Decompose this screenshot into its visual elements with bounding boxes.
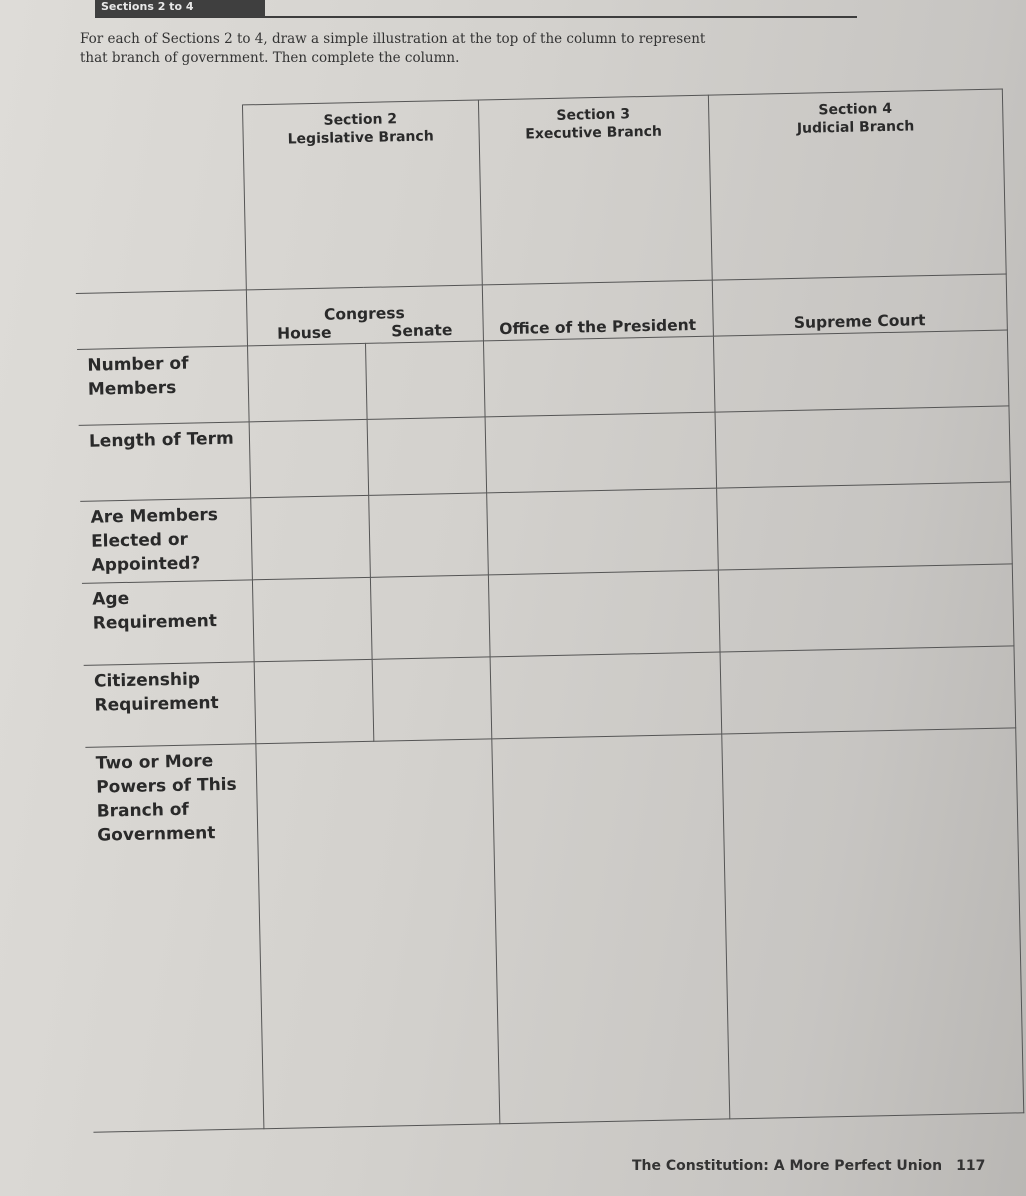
- cell-senate-elected[interactable]: [368, 493, 488, 577]
- executive-illustration-cell[interactable]: [478, 95, 712, 285]
- cell-house-citizenship[interactable]: [254, 659, 374, 743]
- section-3-title: Section 3: [556, 106, 631, 124]
- corner-cell-2: [76, 290, 247, 350]
- cell-house-term[interactable]: [249, 419, 369, 497]
- cell-court-members[interactable]: [713, 330, 1009, 412]
- section-2-title: Section 2: [323, 111, 398, 129]
- senate-label: Senate: [391, 321, 453, 341]
- cell-legislative-powers[interactable]: [255, 739, 499, 1129]
- row-label-powers: Two or More Powers of This Branch of Government: [85, 744, 263, 1132]
- house-label: House: [276, 323, 332, 343]
- legislative-illustration-cell[interactable]: [242, 100, 482, 290]
- supreme-court-header: Supreme Court: [712, 274, 1007, 336]
- cell-senate-age[interactable]: [370, 575, 490, 659]
- row-label-number-of-members: Number of Members: [77, 346, 249, 426]
- cell-president-members[interactable]: [483, 336, 715, 417]
- cell-president-elected[interactable]: [486, 488, 718, 575]
- cell-court-elected[interactable]: [716, 482, 1012, 570]
- cell-senate-members[interactable]: [365, 341, 485, 419]
- section-4-title: Section 4: [818, 100, 893, 119]
- cell-senate-citizenship[interactable]: [372, 657, 492, 741]
- cell-senate-term[interactable]: [367, 417, 487, 495]
- corner-cell: [72, 105, 246, 294]
- row-label-age-requirement: Age Requirement: [82, 580, 254, 666]
- worksheet-table-wrapper: [72, 89, 1024, 1163]
- cell-president-term[interactable]: [485, 412, 717, 493]
- cell-house-age[interactable]: [252, 577, 372, 661]
- cell-house-members[interactable]: [247, 343, 367, 421]
- cell-judicial-powers[interactable]: [721, 728, 1023, 1119]
- instructions: For each of Sections 2 to 4, draw a simple illustration at the top of the column to represent that branch of government. Then complete the column.: [80, 31, 706, 66]
- legislative-branch-title: Legislative Branch: [287, 128, 434, 148]
- cell-court-citizenship[interactable]: [720, 646, 1016, 734]
- executive-branch-title: Executive Branch: [525, 123, 663, 143]
- judicial-branch-title: Judicial Branch: [796, 118, 915, 137]
- congress-header: [246, 285, 483, 346]
- page-number: 117: [956, 1158, 986, 1174]
- section-tab: Sections 2 to 4: [95, 0, 265, 17]
- row-label-elected-or-appointed: Are Members Elected or Appointed?: [80, 498, 252, 584]
- row-label-length-of-term: Length of Term: [79, 422, 251, 502]
- branches-table: [72, 89, 1024, 1133]
- cell-court-term[interactable]: [715, 406, 1011, 488]
- cell-president-citizenship[interactable]: [490, 652, 722, 739]
- row-label-citizenship-requirement: Citizenship Requirement: [84, 662, 256, 748]
- judicial-illustration-cell[interactable]: [708, 89, 1006, 280]
- cell-house-elected[interactable]: [250, 495, 370, 579]
- cell-court-age[interactable]: [718, 564, 1014, 652]
- congress-label: Congress: [323, 304, 405, 324]
- page-footer: [632, 1158, 985, 1174]
- office-of-president-header: Office of the President: [482, 280, 713, 341]
- cell-executive-powers[interactable]: [491, 734, 729, 1124]
- book-title: The Constitution: A More Perfect Union: [632, 1158, 943, 1174]
- cell-president-age[interactable]: [488, 570, 720, 657]
